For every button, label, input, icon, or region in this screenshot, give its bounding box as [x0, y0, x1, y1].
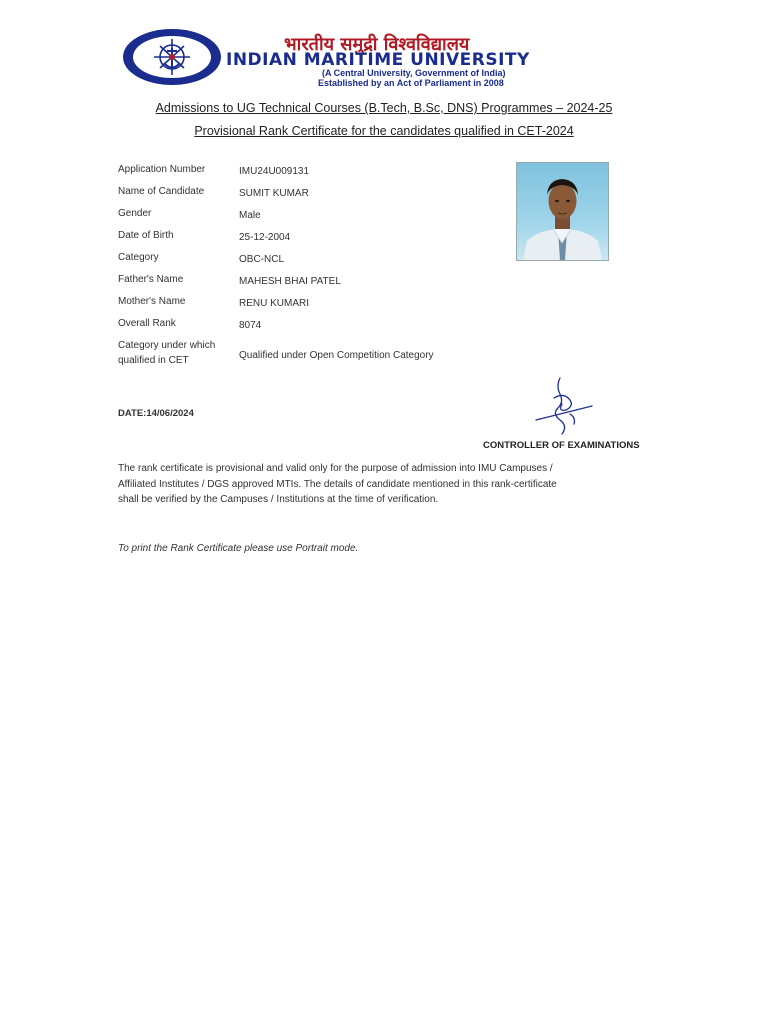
- detail-value: SUMIT KUMAR: [239, 188, 309, 199]
- university-establishment: Established by an Act of Parliament in 2008: [318, 78, 504, 88]
- detail-value: 8074: [239, 320, 262, 331]
- print-instruction: To print the Rank Certificate please use Portrait mode.: [118, 543, 359, 554]
- detail-label: Name of Candidate: [118, 186, 205, 197]
- detail-value: IMU24U009131: [239, 166, 310, 177]
- detail-label: Gender: [118, 208, 152, 219]
- detail-value: RENU KUMARI: [239, 298, 310, 309]
- detail-label: Date of Birth: [118, 230, 174, 241]
- provisional-note: The rank certificate is provisional and valid only for the purpose of admission into IMU Campuses / Affiliated Institutes / DGS approved MTIs. The details of candidate mentioned in this rank-certificate shall be verified by the Campuses / Institutions at the time of verification.: [118, 463, 557, 505]
- detail-value: Male: [239, 210, 261, 221]
- detail-value: OBC-NCL: [239, 254, 285, 265]
- university-subtitle: (A Central University, Government of India): [322, 68, 506, 78]
- detail-label: Category under which qualified in CET: [118, 340, 216, 366]
- detail-label: Mother's Name: [118, 296, 186, 307]
- candidate-photo: [516, 162, 609, 261]
- university-header: [122, 28, 642, 90]
- detail-label: Application Number: [118, 164, 206, 175]
- signatory-title: CONTROLLER OF EXAMINATIONS: [483, 440, 640, 451]
- university-name: INDIAN MARITIME UNIVERSITY: [226, 50, 530, 70]
- detail-label: Father's Name: [118, 274, 184, 285]
- university-logo: [122, 28, 222, 86]
- controller-signature: [530, 374, 596, 440]
- detail-label: Category: [118, 252, 159, 263]
- candidate-photo-portrait: [517, 163, 608, 260]
- detail-value: MAHESH BHAI PATEL: [239, 276, 341, 287]
- detail-value: Qualified under Open Competition Category: [239, 350, 434, 361]
- detail-value: 25-12-2004: [239, 232, 291, 243]
- certificate-title: Provisional Rank Certificate for the candidates qualified in CET-2024: [194, 124, 574, 138]
- detail-label: Overall Rank: [118, 318, 176, 329]
- admission-title: Admissions to UG Technical Courses (B.Tech, B.Sc, DNS) Programmes – 2024-25: [155, 101, 613, 115]
- university-hindi-name: भारतीय समुद्री विश्वविद्यालय: [284, 34, 470, 55]
- certificate-date: DATE:14/06/2024: [118, 408, 194, 419]
